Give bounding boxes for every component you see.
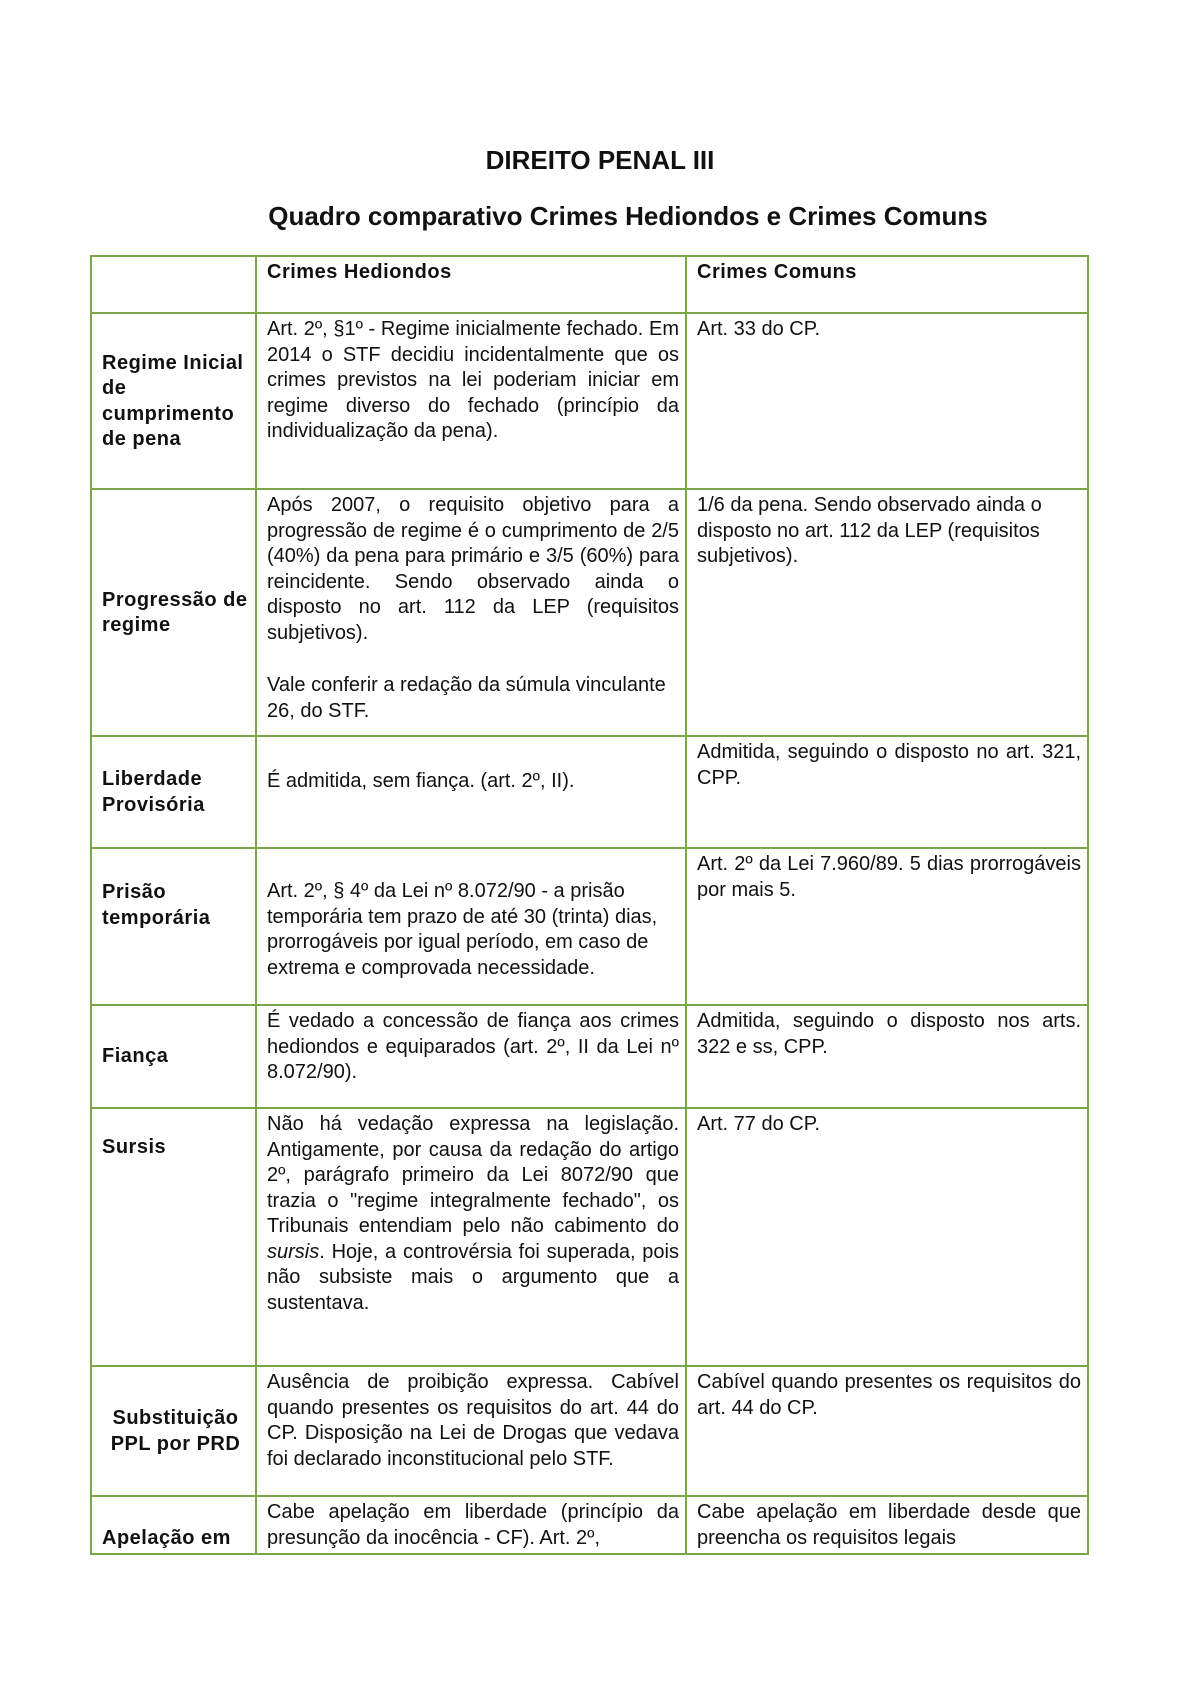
table-row xyxy=(91,1005,1088,1108)
cell-comuns: 1/6 da pena. Sendo observado ainda o disposto no art. 112 da LEP (requisitos subjetivos). xyxy=(686,489,1088,736)
cell-hediondos: Art. 2º, §1º - Regime inicialmente fechado. Em 2014 o STF decidiu incidentalmente que os crimes previstos na lei poderiam iniciar em regime diverso do fechado (princípio da individualização da pena). xyxy=(256,313,686,489)
header-cell-empty xyxy=(91,256,256,313)
cell-paragraph: Vale conferir a redação da súmula vinculante 26, do STF. xyxy=(267,674,666,722)
table-header-row xyxy=(91,256,1088,313)
table-row xyxy=(91,489,1088,736)
cell-comuns: Cabe apelação em liberdade desde que preencha os requisitos legais xyxy=(686,1496,1088,1554)
document-title: DIREITO PENAL III xyxy=(485,145,715,175)
cell-hediondos: Cabe apelação em liberdade (princípio da presunção da inocência - CF). Art. 2º, xyxy=(256,1496,686,1554)
cell-hediondos: É vedado a concessão de fiança aos crimes hediondos e equiparados (art. 2º, II da Lei nº 8.072/90). xyxy=(256,1005,686,1108)
row-label: Fiança xyxy=(91,1005,256,1108)
cell-text-italic: sursis xyxy=(267,1240,320,1263)
cell-comuns: Admitida, seguindo o disposto nos arts. 322 e ss, CPP. xyxy=(686,1005,1088,1108)
table-row xyxy=(91,1366,1088,1496)
document-subtitle: Quadro comparativo Crimes Hediondos e Crimes Comuns xyxy=(268,201,988,231)
row-label: Sursis xyxy=(91,1108,256,1366)
cell-hediondos: Ausência de proibição expressa. Cabível quando presentes os requisitos do art. 44 do CP. Disposição na Lei de Drogas que vedava foi declarado inconstitucional pelo STF. xyxy=(256,1366,686,1496)
cell-paragraph: Após 2007, o requisito objetivo para a progressão de regime é o cumprimento de 2/5 (40%) da pena para primário e 3/5 (60%) para reincidente. Sendo observado ainda o disposto no art. 112 da LEP (requisitos subjetivos). xyxy=(267,494,679,644)
table-row xyxy=(91,1496,1088,1554)
row-label: Progressão de regime xyxy=(91,489,256,736)
header-cell-comuns: Crimes Comuns xyxy=(686,256,1088,313)
table-row xyxy=(91,736,1088,848)
cell-text: Não há vedação expressa na legislação. Antigamente, por causa da redação do artigo 2º, parágrafo primeiro da Lei 8072/90 que trazia o "regime integralmente fechado", os Tribunais entendiam pelo não cabimento do xyxy=(267,1113,679,1237)
cell-comuns: Art. 2º da Lei 7.960/89. 5 dias prorrogáveis por mais 5. xyxy=(686,848,1088,1005)
row-label: Regime Inicial de cumprimento de pena xyxy=(91,313,256,489)
table-row xyxy=(91,848,1088,1005)
table-row xyxy=(91,1108,1088,1366)
cell-hediondos xyxy=(256,489,686,736)
cell-hediondos xyxy=(256,1108,686,1366)
row-label: Substituição PPL por PRD xyxy=(91,1366,256,1496)
cell-comuns: Art. 77 do CP. xyxy=(686,1108,1088,1366)
cell-comuns: Cabível quando presentes os requisitos do art. 44 do CP. xyxy=(686,1366,1088,1496)
cell-hediondos: Art. 2º, § 4º da Lei nº 8.072/90 - a prisão temporária tem prazo de até 30 (trinta) dias, prorrogáveis por igual período, em caso de extrema e comprovada necessidade. xyxy=(256,848,686,1005)
table-row xyxy=(91,313,1088,489)
cell-text: . Hoje, a controvérsia foi superada, pois não subsiste mais o argumento que a sustentava. xyxy=(267,1240,679,1314)
cell-comuns: Art. 33 do CP. xyxy=(686,313,1088,489)
header-cell-hediondos: Crimes Hediondos xyxy=(256,256,686,313)
comparison-table xyxy=(90,255,1089,1555)
row-label: Prisão temporária xyxy=(91,848,256,1005)
cell-comuns: Admitida, seguindo o disposto no art. 321, CPP. xyxy=(686,736,1088,848)
row-label: Liberdade Provisória xyxy=(91,736,256,848)
row-label: Apelação em xyxy=(91,1496,256,1554)
cell-hediondos: É admitida, sem fiança. (art. 2º, II). xyxy=(256,736,686,848)
